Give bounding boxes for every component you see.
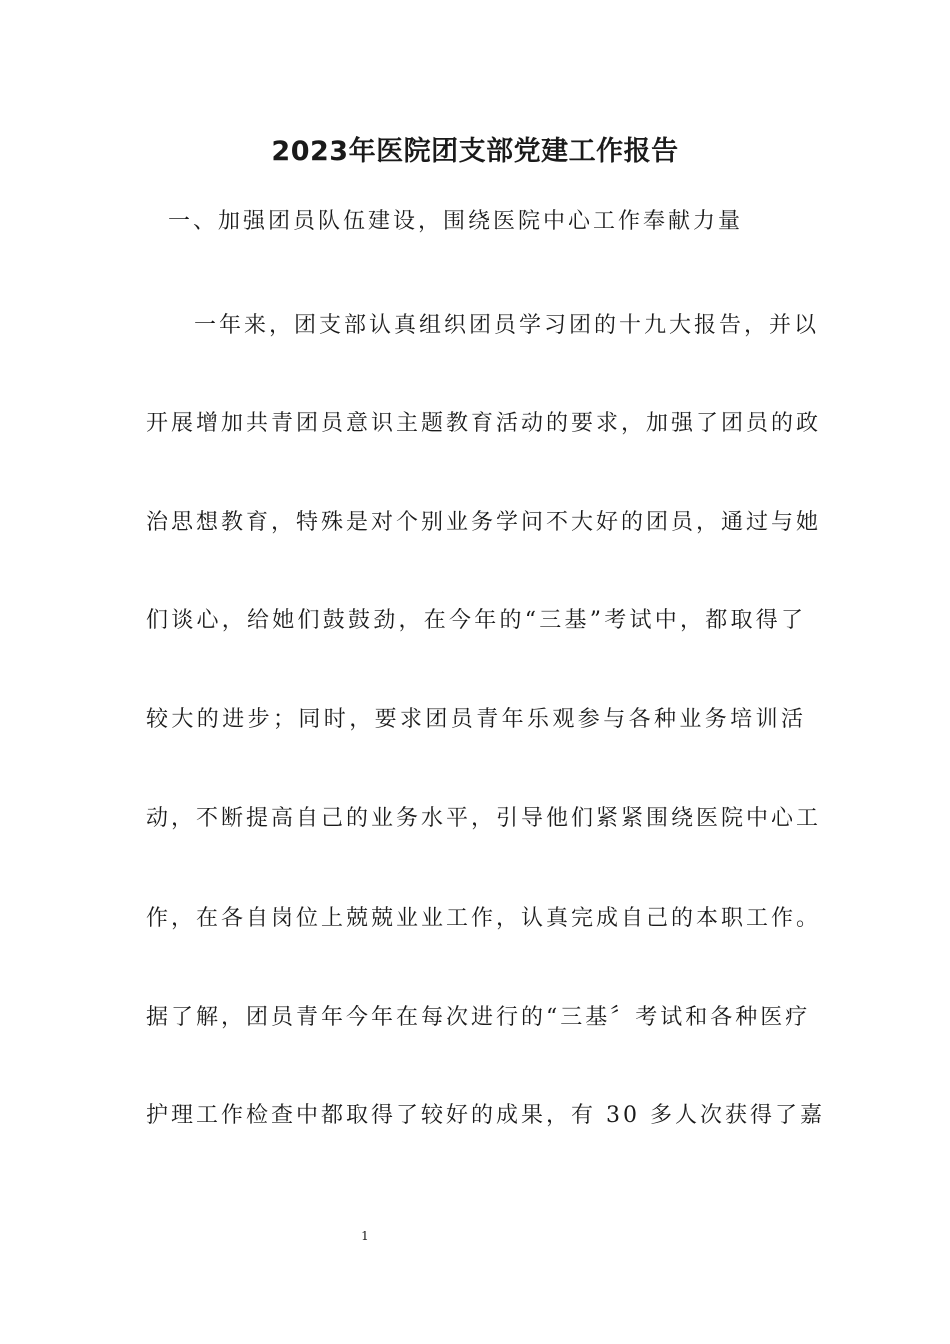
paragraph-line: 治思想教育，特殊是对个别业务学问不大好的团员，通过与她 (146, 510, 822, 535)
page-number: 1 (361, 1229, 369, 1243)
paragraph-line: 一年来，团支部认真组织团员学习团的十九大报告，并以 (194, 313, 820, 338)
section-heading: 一、加强团员队伍建设，围绕医院中心工作奉献力量 (168, 209, 744, 234)
paragraph-line: 较大的进步；同时，要求团员青年乐观参与各种业务培训活 (146, 707, 806, 732)
paragraph-line: 作，在各自岗位上兢兢业业工作，认真完成自己的本职工作。 (146, 906, 822, 931)
paragraph-line: 护理工作检查中都取得了较好的成果，有 30 多人次获得了嘉 (146, 1103, 825, 1128)
paragraph-line: 据了解，团员青年今年在每次进行的“三基〞考试和各种医疗 (146, 1005, 811, 1030)
document-title: 2023年医院团支部党建工作报告 (271, 136, 679, 167)
paragraph-line: 们谈心，给她们鼓鼓劲，在今年的“三基”考试中，都取得了 (146, 608, 806, 633)
paragraph-line: 动，不断提高自己的业务水平，引导他们紧紧围绕医院中心工 (146, 806, 822, 831)
paragraph-line: 开展增加共青团员意识主题教育活动的要求，加强了团员的政 (146, 411, 822, 436)
